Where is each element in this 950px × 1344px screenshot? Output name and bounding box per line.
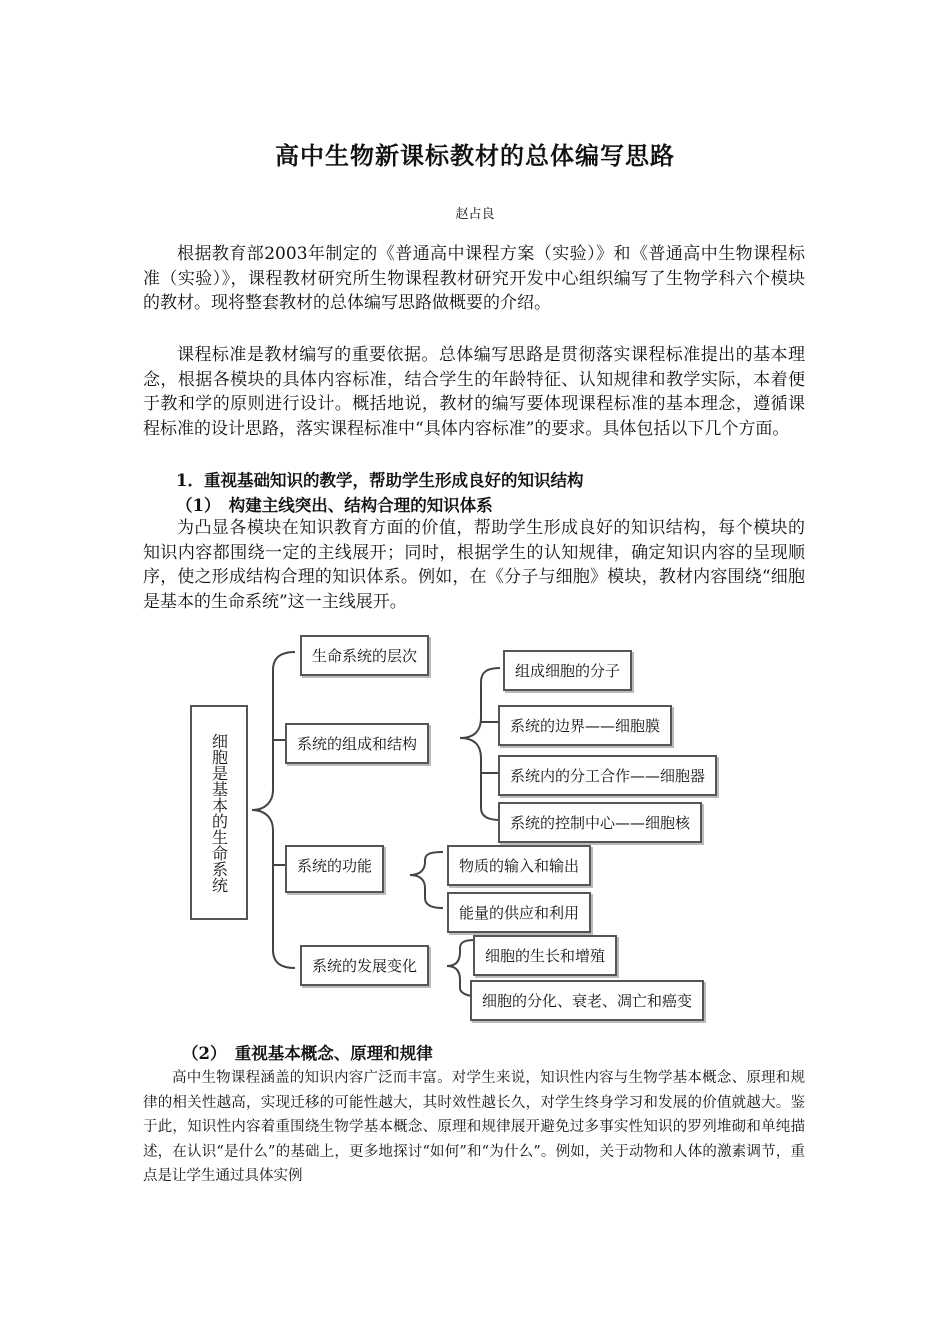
paragraph-intro: 根据教育部2003年制定的《普通高中课程方案（实验）》和《普通高中生物课程标准（实验）》，课程教材研究所生物课程教材研究开发中心组织编写了生物学科六个模块的教材。现将整套教材的总体编写思路做概要的介绍。 xyxy=(143,244,805,314)
concept-diagram xyxy=(185,630,755,1022)
paragraph-overview: 课程标准是教材编写的重要依据。总体编写思路是贯彻落实课程标准提出的基本理念，根据各模块的具体内容标准，结合学生的年龄特征、认知规律和教学实际，本着便于教和学的原则进行设计。概括地说，教材的编写要体现课程标准的基本理念，遵循课程标准的设计思路，落实课程标准中“具体内容标准”的要求。具体包括以下几个方面。 xyxy=(143,345,805,439)
function-child-box: 物质的输入和输出 xyxy=(447,845,591,886)
paragraph-basic-concepts: 高中生物课程涵盖的知识内容广泛而丰富。对学生来说，知识性内容与生物学基本概念、原理和规律的相关性越高，实现迁移的可能性越大，其时效性越长久，对学生终身学习和发展的价值就越大。鉴于此，知识性内容着重围绕生物学基本概念、原理和规律展开避免过多事实性知识的罗列堆砌和单纯描述，在认识“是什么”的基础上，更多地探讨“如何”和“为什么”。例如，关于动物和人体的激素调节，重点是让学生通过具体实例 xyxy=(143,1070,805,1185)
paragraph-knowledge-system: 为凸显各模块在知识教育方面的价值，帮助学生形成良好的知识结构，每个模块的知识内容都围绕一定的主线展开；同时，根据学生的认知规律，确定知识内容的呈现顺序，使之形成结构合理的知识体系。例如，在《分子与细胞》模块，教材内容围绕“细胞是基本的生命系统”这一主线展开。 xyxy=(143,518,805,612)
subsection-heading-1-2: （2） 重视基本概念、原理和规律 xyxy=(182,1044,433,1063)
function-box: 系统的功能 xyxy=(285,845,384,893)
development-child-box: 细胞的生长和增殖 xyxy=(473,935,617,976)
document-title: 高中生物新课标教材的总体编写思路 xyxy=(275,141,675,170)
function-child-box: 能量的供应和利用 xyxy=(447,892,591,933)
structure-child-box: 系统的边界——细胞膜 xyxy=(498,705,672,746)
development-child-box: 细胞的分化、衰老、凋亡和癌变 xyxy=(470,980,704,1021)
development-brace-top xyxy=(447,940,475,966)
development-box: 系统的发展变化 xyxy=(300,945,429,986)
subsection-heading-1-1: （1） 构建主线突出、结构合理的知识体系 xyxy=(176,496,493,515)
structure-child-box: 系统内的分工合作——细胞器 xyxy=(498,755,717,796)
structure-brace-bottom xyxy=(460,738,500,820)
structure-child-box: 系统的控制中心——细胞核 xyxy=(498,802,702,843)
structure-brace-top xyxy=(460,668,500,738)
root-concept-box: 细胞是基本的生命系统 xyxy=(190,705,248,920)
function-brace-bottom xyxy=(410,875,443,908)
structure-child-box: 组成细胞的分子 xyxy=(503,650,632,691)
author-name: 赵占良 xyxy=(455,207,495,222)
structure-box: 系统的组成和结构 xyxy=(285,723,429,764)
section-heading-1: 1．重视基础知识的教学，帮助学生形成良好的知识结构 xyxy=(176,471,584,490)
function-brace-top xyxy=(410,852,443,875)
level-box: 生命系统的层次 xyxy=(300,635,429,676)
